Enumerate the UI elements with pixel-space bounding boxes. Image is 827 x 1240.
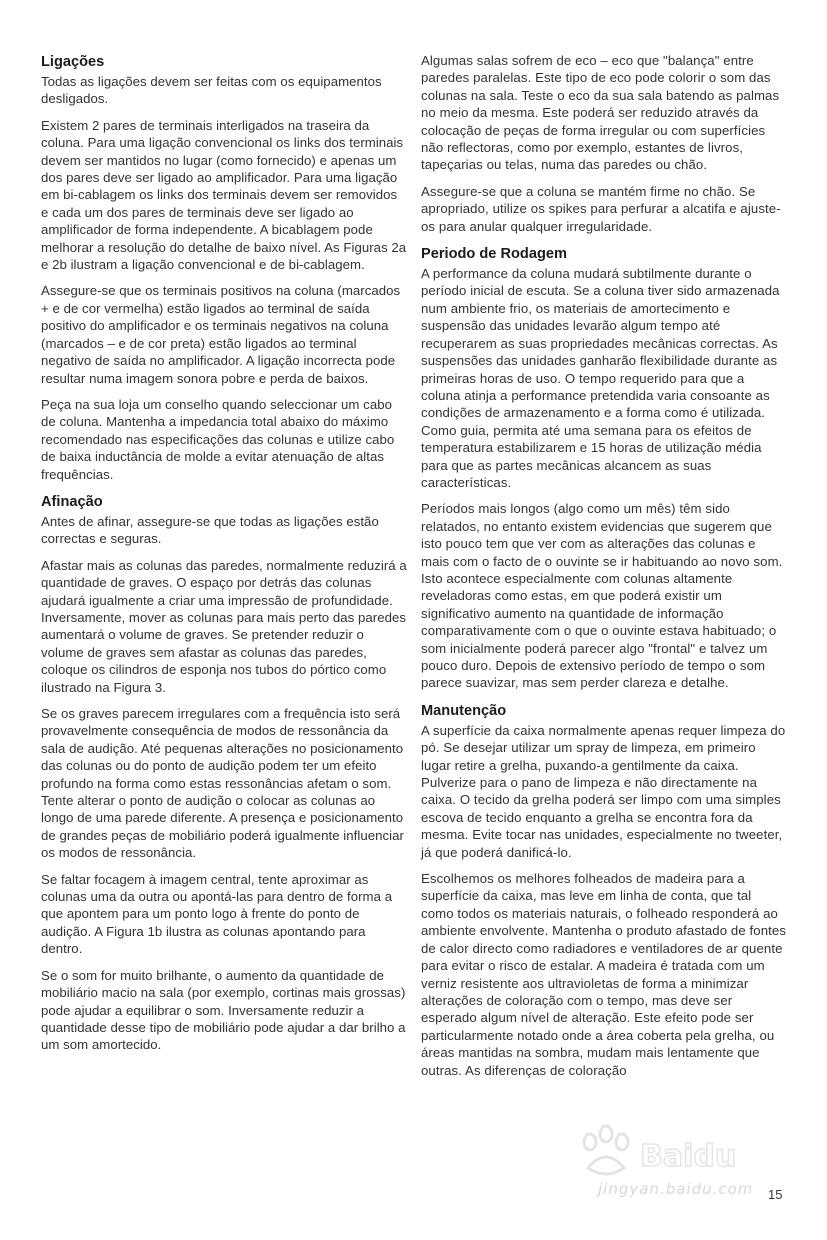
section-afinacao — [41, 492, 407, 1054]
left-column — [41, 52, 407, 1063]
paragraph: Todas as ligações devem ser feitas com os equipamentos desligados. — [41, 74, 382, 107]
section-heading-rodagem: Periodo de Rodagem — [421, 246, 567, 263]
section-ligacoes — [41, 52, 407, 483]
paragraph: A performance da coluna mudará subtilmente durante o período inicial de escuta. Se a coluna tiver sido armazenada num ambiente frio, os materiais de amortecimento e suspensão das unidades levarão algum tempo até recuperarem as suas propriedades mecânicas correctas. As suspensões das unidades ganharão flexibilidade durante as primeiras horas de uso. O tempo requerido para que a coluna atinja a performance pretendida varia consoante as condições de armazenamento e a forma como é utilizada. Como guia, permita até uma semana para os efeitos de temperatura estabilizarem e 15 horas de utilização média para que as partes mecânicas alcancem as suas características. — [421, 266, 780, 490]
paragraph: Afastar mais as colunas das paredes, normalmente reduzirá a quantidade de graves. O espaço por detrás das colunas ajudará igualmente a criar uma impressão de profundidade. Inversamente, mover as colunas para mais perto das paredes aumentará o volume de graves. Se pretender reduzir o volume de graves sem afastar as colunas das paredes, coloque os cilindros de esponja nos tubos do pórtico como ilustrado na Figura 3. — [41, 557, 407, 695]
watermark-text: jingyan.baidu.com — [598, 1180, 754, 1198]
section-manutencao — [421, 701, 787, 1079]
paragraph: Peça na sua loja um conselho quando seleccionar um cabo de coluna. Mantenha a impedancia total abaixo do máximo recomendado nas especificações das colunas e utilize cabo de baixa inductância de molde a evitar atenuação de altas frequências. — [41, 396, 395, 482]
paragraph: Existem 2 pares de terminais interligados na traseira da coluna. Para uma ligação convencional os links dos terminais devem ser mantidos no lugar (como fornecido) e apenas um dos pares deve ser ligado ao amplificador. Para uma ligação em bi-cablagem os links dos terminais devem ser removidos e cada um dos pares de terminais deve ser ligado ao amplificador de forma independente. A bicablagem pode melhorar a resolução do detalhe de baixo nível. As Figuras 2a e 2b ilustram a ligação convencional e de bi-cablagem. — [41, 117, 407, 273]
paragraph: Se os graves parecem irregulares com a frequência isto será provavelmente consequência de modos de ressonância da sala de audição. Até pequenas alterações no posicionamento das colunas ou do ponto de audição podem ter um efeito profundo na forma como estas ressonâncias afetam o som. Tente alterar o ponto de audição o colocar as colunas ao longo de uma parede diferente. A presença e posicionamento de grandes peças de mobiliário poderá igualmente influenciar os modos de ressonância. — [41, 706, 404, 861]
paragraph: Assegure-se que os terminais positivos na coluna (marcados + e de cor vermelha) estão ligados ao terminal de saída positivo do amplificador e os terminais negativos na coluna (marcados – e de cor preta) estão ligados ao terminal negativo de saída no amplificador. A ligação incorrecta pode resultar numa imagem sonora pobre e perda de baixos. — [41, 283, 401, 386]
section-heading-afinacao: Afinação — [41, 493, 103, 510]
section-heading-manutencao: Manutenção — [421, 702, 507, 719]
section-rodagem — [421, 244, 787, 692]
svg-text:Baidu: Baidu — [640, 1139, 737, 1174]
paragraph: A superfície da caixa normalmente apenas requer limpeza do pó. Se desejar utilizar um spray de limpeza, em primeiro lugar retire a grelha, puxando-a gentilmente da caixa. Pulverize para o pano de limpeza e não directamente na caixa. O tecido da grelha poderá ser limpo com uma simples escova de tecido enquanto a grelha se encontra fora da mesma. Evite tocar nas unidades, especialmente no tweeter, já que poderá danificá-lo. — [421, 722, 786, 860]
paragraph: Escolhemos os melhores folheados de madeira para a superfície da caixa, mas leve em linha de conta, que tal como todos os materiais naturais, o folheado responderá ao ambiente envolvente. Mantenha o produto afastado de fontes de calor directo como radiadores e ventiladores de ar quente para evitar o risco de estalar. A madeira é tratada com um verniz resistente aos ultravioletas de forma a minimizar alterações de coloração com o tempo, mas deve ser esperado algum nível de alteração. Este efeito pode ser particularmente notado onde a área coberta pela grelha, ou áreas mantidas na sombra, mudam mais lentamente que outras. As diferenças de coloração — [421, 871, 787, 1078]
paragraph: Antes de afinar, assegure-se que todas as ligações estão correctas e seguras. — [41, 513, 379, 547]
right-column — [421, 52, 787, 1088]
paragraph: Se faltar focagem à imagem central, tente aproximar as colunas uma da outra ou apontá-las para dentro de forma a que apontem para um ponto logo à frente do ponto de audição. A Figura 1b ilustra as colunas apontando para dentro. — [41, 871, 393, 957]
page-number: 15 — [768, 1187, 783, 1202]
paragraph: Se o som for muito brilhante, o aumento da quantidade de mobiliário macio na sala (por exemplo, cortinas mais grossas) pode ajudar a equilibrar o som. Inversamente reduzir a quantidade desse tipo de mobiliário pode ajudar a dar brilho a um som amortecido. — [41, 967, 406, 1053]
section-intro — [421, 52, 787, 235]
paragraph: Algumas salas sofrem de eco – eco que "balança" entre paredes paralelas. Este tipo de eco pode colorir o som das colunas na sala. Teste o eco da sua sala batendo as palmas no meio da mesma. Este poderá ser reduzido através da colocação de peças de forma irregular ou com superfícies não reflectoras, como por exemplo, estantes de livros, tapeçarias ou telas, numa das paredes ou chão. — [421, 53, 780, 173]
section-heading-ligacoes: Ligações — [41, 54, 105, 70]
paragraph: Períodos mais longos (algo como um mês) têm sido relatados, no entanto existem evidencias que sugerem que isto pouco tem que ver com as alterações das colunas e mais com o facto de o ouvinte se ir habituando ao novo som. Isto acontece especialmente com colunas altamente reveladoras como estas, em que poderá existir um significativo aumento na quantidade de informação comparativamente com o que o ouvinte estava habituado; o som inicialmente poderá parecer algo "frontal" e talvez um pouco duro. Depois de extensivo período de tempo o som parece suavizar, mas sem perder clareza e detalhe. — [421, 501, 783, 691]
paragraph: Assegure-se que a coluna se mantém firme no chão. Se apropriado, utilize os spikes para perfurar a alcatifa e ajuste-os para anular qualquer irregularidade. — [421, 183, 781, 234]
